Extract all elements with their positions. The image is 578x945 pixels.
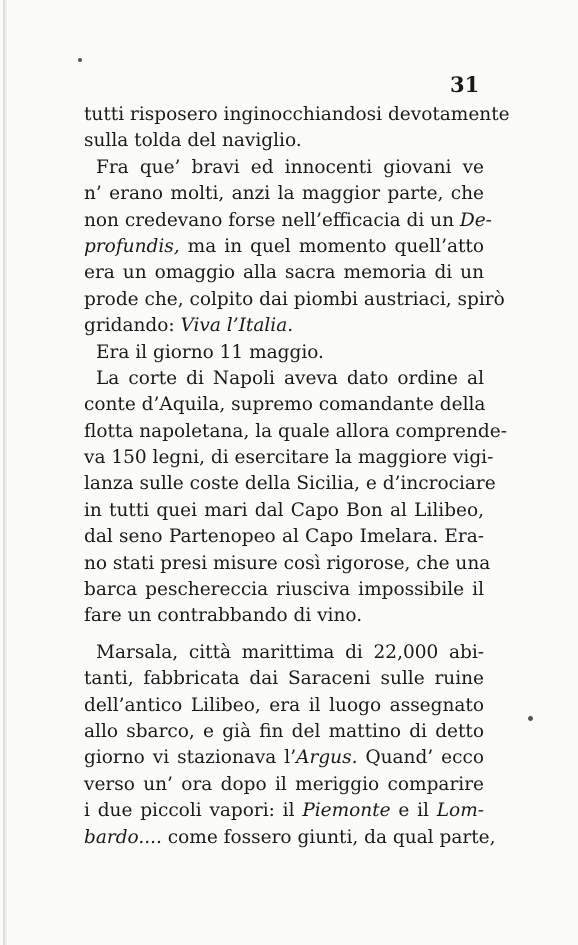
text-run: tutti risposero inginocchiandosi devotamente	[84, 104, 510, 125]
ink-speck	[528, 716, 533, 721]
italic-text: Lom-	[436, 800, 484, 822]
text-run: barca peschereccia riusciva impossibile il	[84, 579, 484, 601]
text-line	[84, 340, 484, 366]
text-run: dell’antico Lilibeo, era il luogo assegnato	[84, 694, 484, 716]
text-run: La corte di Napoli aveva dato ordine al	[96, 367, 484, 389]
text-run: n’ erano molti, anzi la maggior parte, che	[84, 183, 484, 205]
text-run: giorno vi stazionava l’	[84, 747, 297, 769]
text-line	[84, 208, 492, 234]
text-line	[84, 693, 484, 719]
text-line	[84, 745, 484, 771]
italic-text: Piemonte	[302, 800, 391, 822]
text-line	[84, 287, 505, 313]
text-line	[84, 471, 496, 497]
text-line	[84, 392, 484, 418]
text-line	[84, 498, 484, 524]
text-run: Marsala, città marittima di 22,000 abi-	[96, 641, 484, 663]
text-line	[84, 666, 484, 692]
text-run: era un omaggio alla sacra memoria di un	[84, 262, 484, 284]
text-line	[84, 524, 484, 550]
text-run: ma in quel momento quell’atto	[179, 235, 484, 257]
italic-text: profundis,	[84, 235, 180, 257]
page-number: 31	[450, 72, 480, 97]
text-run: e il	[390, 800, 437, 822]
italic-text: De-	[459, 209, 492, 231]
text-run: dal seno Partenopeo al Capo Imelara. Era-	[84, 526, 484, 548]
text-run: fare un contrabbando di vino.	[84, 605, 363, 627]
text-line	[84, 640, 484, 666]
text-run: Era il giorno 11 maggio.	[96, 341, 324, 363]
text-run: va 150 legni, di esercitare la maggiore vigi-	[84, 447, 494, 469]
text-line	[84, 772, 484, 798]
text-line	[84, 234, 484, 260]
text-line	[84, 719, 484, 745]
text-run: allo sbarco, e già fin del mattino di detto	[84, 720, 484, 742]
text-run: verso un’ ora dopo il meriggio comparire	[84, 773, 484, 795]
text-run: come fossero giunti, da qual parte,	[161, 826, 496, 848]
text-run: conte d’Aquila, supremo comandante della	[84, 394, 486, 416]
text-run: non credevano forse nell’efficacia di un	[84, 209, 460, 231]
page-edge-shadow	[3, 0, 7, 945]
body-text	[84, 102, 510, 851]
italic-text: Argus.	[296, 747, 358, 769]
text-line	[84, 128, 484, 154]
text-run: no stati presi misure così rigorose, che una	[84, 552, 491, 574]
text-run: gridando:	[84, 315, 181, 337]
text-line	[84, 445, 494, 471]
italic-text: bardo....	[84, 826, 162, 848]
text-line	[84, 825, 496, 851]
text-line	[84, 577, 484, 603]
text-line	[84, 102, 510, 128]
text-run: lanza sulle coste della Sicilia, e d’incrociare	[84, 473, 496, 495]
text-run: prode che, colpito dai piombi austriaci, spirò	[84, 288, 505, 310]
text-line	[84, 366, 484, 392]
text-run: i due piccoli vapori: il	[84, 800, 303, 822]
text-line	[84, 260, 484, 286]
text-line	[84, 551, 491, 577]
text-run: Fra que’ bravi ed innocenti giovani ve	[96, 156, 484, 178]
text-line	[84, 798, 484, 824]
text-line	[84, 603, 484, 629]
text-run: sulla tolda del naviglio.	[84, 130, 302, 152]
text-run: tanti, fabbricata dai Saraceni sulle ruine	[84, 668, 484, 690]
text-line	[84, 419, 507, 445]
text-run: Quand’ ecco	[357, 747, 484, 769]
text-run: flotta napoletana, la quale allora comprende-	[84, 420, 507, 442]
ink-speck	[78, 58, 82, 62]
text-line	[84, 155, 484, 181]
text-line	[84, 181, 484, 207]
text-line	[84, 313, 484, 339]
text-run: in tutti quei mari dal Capo Bon al Lilibeo,	[84, 499, 484, 521]
italic-text: Viva l’Italia.	[180, 315, 294, 337]
